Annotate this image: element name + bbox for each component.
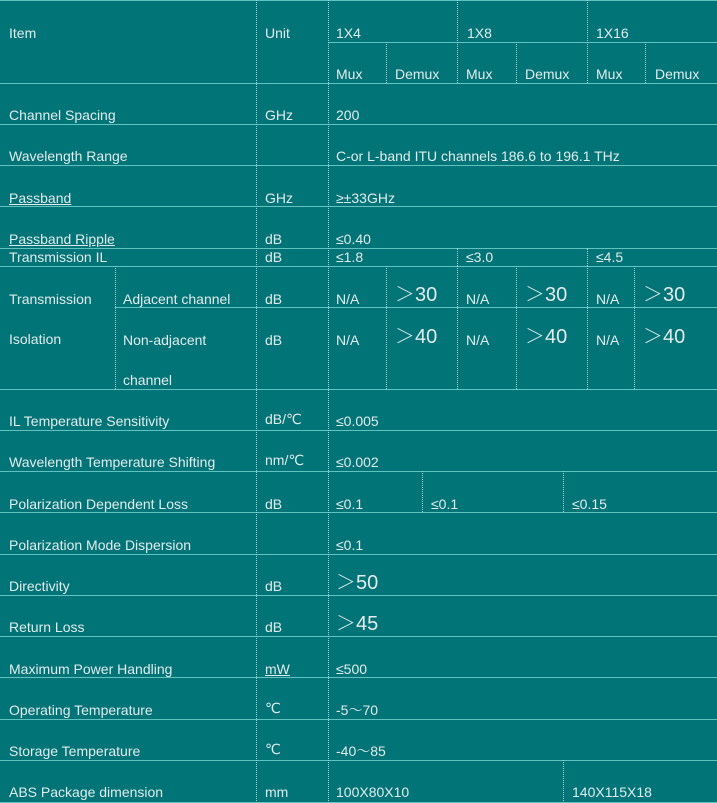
row-value: ≤0.1 <box>336 496 364 512</box>
row-unit: mW <box>265 661 290 677</box>
col-rule <box>563 471 564 512</box>
header-sub-mux: Mux <box>596 66 623 82</box>
col-rule <box>457 248 458 266</box>
row-unit: mm <box>265 784 289 800</box>
isolation-label: Transmission <box>9 291 92 307</box>
row-value: ≤500 <box>336 661 368 677</box>
row-value: ≤0.002 <box>336 454 379 470</box>
row-unit: dB <box>265 496 283 512</box>
row-value: ≤0.1 <box>336 537 364 553</box>
row-value: ≥±33GHz <box>336 190 395 206</box>
row-unit: dB <box>265 619 283 635</box>
row-unit: dB <box>265 249 283 265</box>
row-unit: ℃ <box>265 700 281 716</box>
col-rule <box>634 266 635 389</box>
header-sub-demux: Demux <box>395 66 440 82</box>
row-rule <box>0 165 717 166</box>
row-rule <box>0 124 717 125</box>
row-rule <box>0 595 717 596</box>
nonadjacent-label: channel <box>123 372 173 388</box>
col-rule <box>256 0 257 803</box>
na-value: N/A <box>466 332 490 348</box>
col-rule <box>457 266 458 389</box>
row-value: ＞50 <box>336 572 379 594</box>
row-value: ≤4.5 <box>596 249 624 265</box>
row-unit: GHz <box>265 190 293 206</box>
row-label: Transmission IL <box>9 249 108 265</box>
na-value: N/A <box>336 332 360 348</box>
row-label: Directivity <box>9 578 70 594</box>
row-unit: ℃ <box>265 741 281 757</box>
isolation-value: ＞40 <box>525 326 568 348</box>
row-unit: nm/℃ <box>265 452 305 468</box>
row-unit: dB <box>265 578 283 594</box>
row-label: IL Temperature Sensitivity <box>9 413 170 429</box>
row-rule <box>0 636 717 637</box>
header-unit: Unit <box>265 25 290 41</box>
col-rule <box>386 266 387 389</box>
adjacent-label: Adjacent channel <box>123 291 231 307</box>
row-label: Passband <box>9 190 72 206</box>
row-rule <box>0 471 717 472</box>
row-value: -5～70 <box>336 702 379 718</box>
row-value: ≤1.8 <box>336 249 364 265</box>
na-value: N/A <box>596 332 620 348</box>
row-value: ＞45 <box>336 613 379 635</box>
nonadjacent-label: Non-adjacent <box>123 332 207 348</box>
row-value: ≤3.0 <box>466 249 494 265</box>
row-value: ≤0.1 <box>431 496 459 512</box>
isolation-value: ＞30 <box>643 284 686 306</box>
row-value: -40～85 <box>336 743 386 759</box>
row-rule <box>0 0 717 1</box>
row-label: Maximum Power Handling <box>9 661 173 677</box>
row-label: Channel Spacing <box>9 107 116 123</box>
row-rule <box>0 760 717 761</box>
col-rule <box>516 42 517 83</box>
row-label: Passband Ripple <box>9 231 115 247</box>
header-item: Item <box>9 25 37 41</box>
row-label: Storage Temperature <box>9 743 141 759</box>
row-value: 100X80X10 <box>336 784 410 800</box>
na-value: N/A <box>596 291 620 307</box>
na-value: N/A <box>336 291 360 307</box>
row-unit: dB <box>265 332 283 348</box>
row-label: ABS Package dimension <box>9 784 164 800</box>
isolation-value: ＞30 <box>395 284 438 306</box>
col-rule <box>587 266 588 389</box>
header-sub-demux: Demux <box>655 66 700 82</box>
row-rule <box>0 512 717 513</box>
row-value: C-or L-band ITU channels 186.6 to 196.1 THz <box>336 148 620 164</box>
isolation-value: ＞40 <box>395 326 438 348</box>
row-label: Wavelength Temperature Shifting <box>9 454 216 470</box>
header-group-1x16: 1X16 <box>596 25 629 41</box>
col-rule <box>386 42 387 83</box>
col-rule <box>115 266 116 389</box>
row-rule <box>0 266 717 267</box>
col-rule <box>587 0 588 83</box>
row-rule <box>0 719 717 720</box>
row-unit: GHz <box>265 107 293 123</box>
row-label: Polarization Mode Dispersion <box>9 537 192 553</box>
row-label: Wavelength Range <box>9 148 128 164</box>
row-unit: dB <box>265 291 283 307</box>
row-value: ≤0.15 <box>572 496 607 512</box>
col-rule <box>563 760 564 803</box>
row-rule <box>0 389 717 390</box>
row-rule <box>0 554 717 555</box>
col-rule <box>422 471 423 512</box>
col-rule <box>457 0 458 83</box>
row-rule <box>0 206 717 207</box>
row-value: 140X115X18 <box>572 784 652 800</box>
isolation-value: ＞40 <box>643 326 686 348</box>
row-rule <box>115 307 717 308</box>
row-value: ≤0.005 <box>336 413 379 429</box>
isolation-label: Isolation <box>9 331 62 347</box>
header-sub-demux: Demux <box>525 66 570 82</box>
row-unit: dB/℃ <box>265 411 302 427</box>
row-label: Operating Temperature <box>9 702 153 718</box>
header-sub-mux: Mux <box>466 66 493 82</box>
row-label: Polarization Dependent Loss <box>9 496 189 512</box>
isolation-value: ＞30 <box>525 284 568 306</box>
header-group-1x4: 1X4 <box>336 25 361 41</box>
row-label: Return Loss <box>9 619 85 635</box>
col-rule <box>587 248 588 266</box>
col-rule <box>645 42 646 83</box>
row-rule <box>0 677 717 678</box>
header-sub-mux: Mux <box>336 66 363 82</box>
na-value: N/A <box>466 291 490 307</box>
header-group-1x8: 1X8 <box>467 25 492 41</box>
row-rule <box>0 83 717 84</box>
row-value: 200 <box>336 107 360 123</box>
row-value: ≤0.40 <box>336 231 371 247</box>
row-rule <box>0 430 717 431</box>
col-rule <box>516 266 517 389</box>
col-rule <box>328 0 329 803</box>
row-unit: dB <box>265 231 283 247</box>
